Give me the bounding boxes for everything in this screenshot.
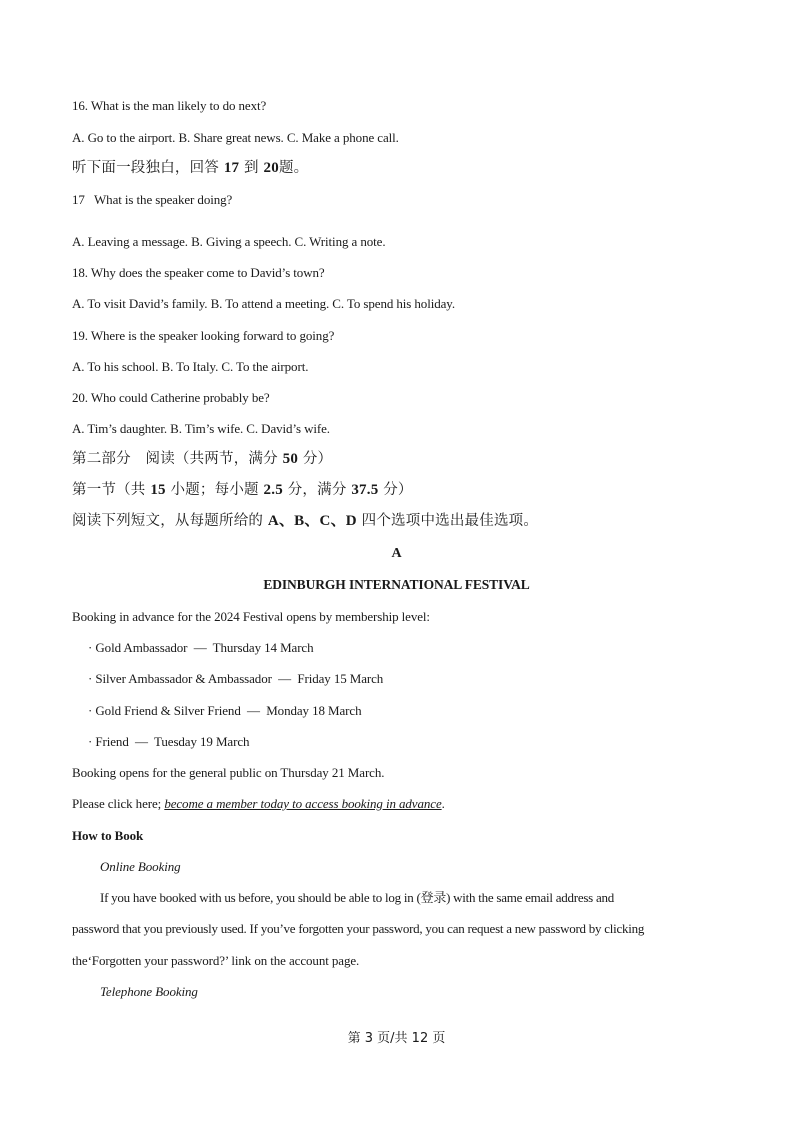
question-18: 18. Why does the speaker come to David’s town? <box>72 265 325 280</box>
membership-item: · Friend — Tuesday 19 March <box>88 734 250 749</box>
section-one-heading <box>72 482 413 498</box>
question-20: 20. Who could Catherine probably be? <box>72 390 270 405</box>
passage-letter: A <box>391 546 402 561</box>
heading-text: 分） <box>383 482 413 498</box>
question-17-options: A. Leaving a message. B. Giving a speech. C. Writing a note. <box>72 234 386 249</box>
part-two-heading <box>72 451 332 467</box>
question-19: 19. Where is the speaker looking forward to going? <box>72 328 335 343</box>
heading-text: 小题；每小题 <box>170 482 259 498</box>
heading-text: 分） <box>302 451 333 467</box>
heading-number: 37.5 <box>351 482 379 498</box>
instruction-text: 到 <box>244 160 259 176</box>
instruction-text: 阅读下列短文，从每题所给的 <box>72 513 264 529</box>
page-footer: 第 3 页/共 12 页 <box>347 1031 446 1046</box>
instruction-number: 17 <box>223 160 240 176</box>
general-public-booking: Booking opens for the general public on Thursday 21 March. <box>72 765 385 780</box>
heading-text: 第二部分 阅读（共两节，满分 <box>72 451 278 467</box>
link-suffix: . <box>441 796 445 811</box>
heading-text: 分，满分 <box>287 482 347 498</box>
how-to-book-heading: How to Book <box>72 828 144 843</box>
online-booking-heading: Online Booking <box>100 859 181 874</box>
online-booking-para-line: password that you previously used. If you’ve forgotten your password, you can request a new password by clicking <box>72 921 645 936</box>
question-20-options: A. Tim’s daughter. B. Tim’s wife. C. David’s wife. <box>72 421 330 436</box>
heading-number: 50 <box>282 451 299 467</box>
heading-text: 第一节（共 <box>72 482 146 498</box>
question-16-options: A. Go to the airport. B. Share great news. C. Make a phone call. <box>72 130 399 145</box>
membership-item: · Gold Ambassador — Thursday 14 March <box>88 640 314 655</box>
link-prefix: Please click here; <box>72 796 165 811</box>
telephone-booking-heading: Telephone Booking <box>100 984 198 999</box>
instruction-options: A、B、C、D <box>267 513 357 529</box>
instruction-text: 题。 <box>278 160 309 176</box>
membership-link-line <box>72 796 445 812</box>
instruction-number: 20 <box>263 160 279 176</box>
passage-title: EDINBURGH INTERNATIONAL FESTIVAL <box>263 577 530 592</box>
online-booking-para-line: If you have booked with us before, you should be able to log in (登录) with the same email address and <box>100 890 615 905</box>
section-instruction-17-20 <box>72 160 308 176</box>
reading-instruction <box>72 513 538 529</box>
booking-intro: Booking in advance for the 2024 Festival opens by membership level: <box>72 609 430 624</box>
instruction-text: 听下面一段独白，回答 <box>72 160 219 176</box>
heading-number: 15 <box>150 482 166 498</box>
instruction-text: 四个选项中选出最佳选项。 <box>361 513 539 529</box>
question-16: 16. What is the man likely to do next? <box>72 98 267 113</box>
online-booking-para-line: the‘Forgotten your password?’ link on the account page. <box>72 953 360 968</box>
heading-number: 2.5 <box>263 482 283 498</box>
question-19-options: A. To his school. B. To Italy. C. To the airport. <box>72 359 309 374</box>
membership-item: · Gold Friend & Silver Friend — Monday 18 March <box>88 703 362 718</box>
membership-item: · Silver Ambassador & Ambassador — Friday 15 March <box>88 671 384 686</box>
membership-link[interactable]: become a member today to access booking in advance <box>164 796 442 811</box>
question-18-options: A. To visit David’s family. B. To attend a meeting. C. To spend his holiday. <box>72 296 456 311</box>
question-17: 17 What is the speaker doing? <box>72 192 233 207</box>
